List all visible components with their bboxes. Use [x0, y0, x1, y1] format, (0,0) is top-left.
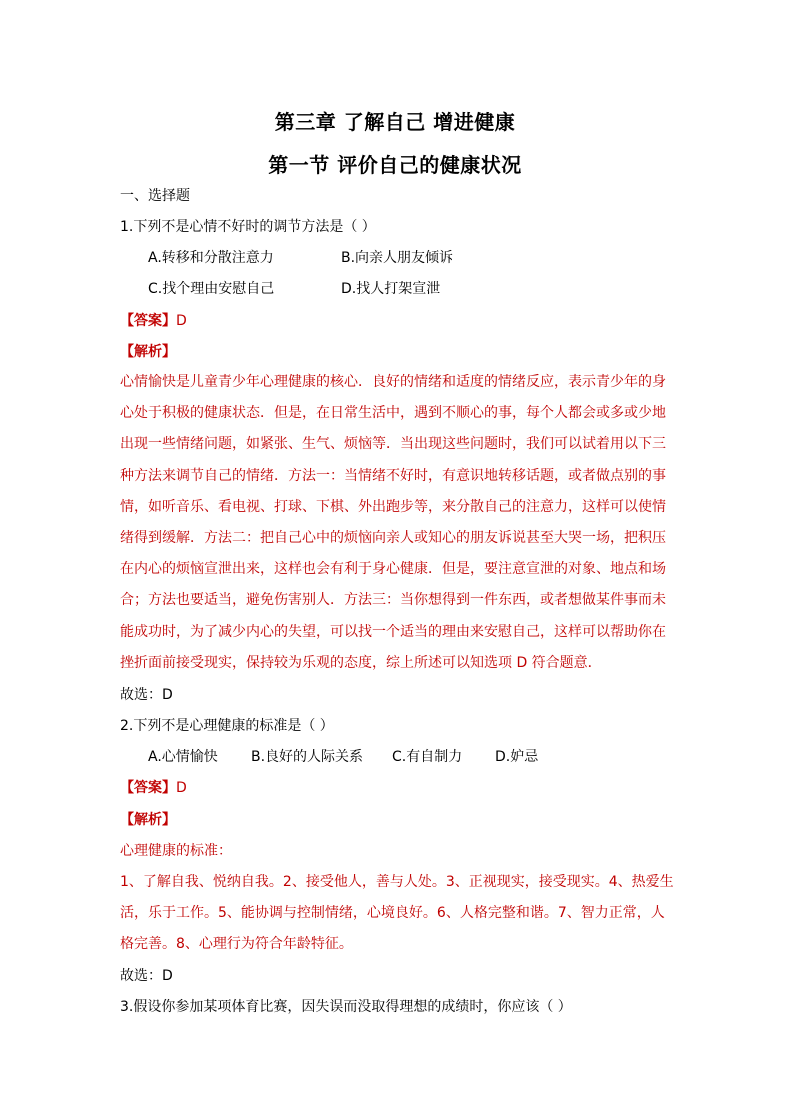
- q1-option-a: A.转移和分散注意力: [148, 250, 274, 266]
- q1-analysis-line: 挫折面前接受现实，保持较为乐观的态度，综上所述可以知选项 D 符合题意．: [120, 654, 602, 671]
- q1-answer-value: D: [176, 313, 187, 329]
- q2-stem: 2.下列不是心理健康的标准是（ ）: [120, 718, 334, 734]
- answer-tag: 【答案】: [120, 313, 176, 329]
- chapter-title: 第三章 了解自己 增进健康: [274, 110, 516, 134]
- q2-option-d: D.妒忌: [495, 749, 539, 765]
- q1-option-d: D.找人打架宣泄: [341, 281, 441, 297]
- q2-answer: [120, 778, 187, 798]
- q1-answer: [120, 311, 187, 331]
- q1-analysis-line: 合；方法也要适当，避免伤害别人．方法三：当你想得到一件东西，或者想做某件事而未: [120, 592, 666, 609]
- q2-analysis-line: 1、了解自我、悦纳自我。2、接受他人，善与人处。3、正视现实，接受现实。4、热爱生: [120, 874, 674, 890]
- q1-analysis-heading: [120, 342, 176, 362]
- q1-analysis: [120, 367, 680, 679]
- q2-conclusion: 故选：D: [120, 968, 173, 984]
- q3-stem: 3.假设你参加某项体育比赛，因失误而没取得理想的成绩时，你应该（ ）: [120, 999, 572, 1015]
- q1-analysis-line: 出现一些情绪问题，如紧张、生气、烦恼等．当出现这些问题时，我们可以试着用以下三: [120, 436, 666, 453]
- q2-analysis-line: 活，乐于工作。5、能协调与控制情绪，心境良好。6、人格完整和谐。7、智力正常，人: [120, 905, 665, 922]
- analysis-tag: 【解析】: [120, 812, 176, 828]
- q1-stem: 1.下列不是心情不好时的调节方法是（ ）: [120, 219, 376, 235]
- q1-analysis-line: 心处于积极的健康状态．但是，在日常生活中，遇到不顺心的事，每个人都会或多或少地: [120, 405, 666, 422]
- q1-option-b: B.向亲人朋友倾诉: [341, 250, 454, 266]
- q2-analysis: [120, 867, 680, 961]
- q1-analysis-line: 情，如听音乐、看电视、打球、下棋、外出跑步等，来分散自己的注意力，这样可以使情: [120, 498, 666, 515]
- q2-analysis-intro: 心理健康的标准：: [120, 843, 232, 859]
- q1-analysis-line: 绪得到缓解．方法二：把自己心中的烦恼向亲人或知心的朋友诉说甚至大哭一场，把积压: [120, 530, 666, 547]
- q1-option-c: C.找个理由安慰自己: [148, 281, 275, 297]
- q2-answer-value: D: [176, 780, 187, 796]
- answer-tag: 【答案】: [120, 780, 176, 796]
- q1-analysis-line: 心情愉快是儿童青少年心理健康的核心．良好的情绪和适度的情绪反应，表示青少年的身: [120, 374, 666, 390]
- analysis-tag: 【解析】: [120, 344, 176, 360]
- q2-option-a: A.心情愉快: [148, 749, 218, 765]
- q1-analysis-line: 种方法来调节自己的情绪．方法一：当情绪不好时，有意识地转移话题，或者做点别的事: [120, 467, 666, 484]
- q1-analysis-line: 能成功时，为了减少内心的失望，可以找一个适当的理由来安慰自己，这样可以帮助你在: [120, 623, 666, 640]
- q2-option-c: C.有自制力: [392, 749, 463, 765]
- q2-analysis-line: 格完善。8、心理行为符合年龄特征。: [120, 936, 353, 953]
- q1-conclusion: 故选：D: [120, 687, 173, 703]
- q2-analysis-heading: [120, 810, 176, 830]
- q1-analysis-line: 在内心的烦恼宣泄出来，这样也会有利于身心健康．但是，要注意宣泄的对象、地点和场: [120, 561, 666, 578]
- q2-option-b: B.良好的人际关系: [251, 749, 364, 765]
- part-heading: 一、选择题: [120, 188, 190, 204]
- section-title: 第一节 评价自己的健康状况: [268, 153, 522, 177]
